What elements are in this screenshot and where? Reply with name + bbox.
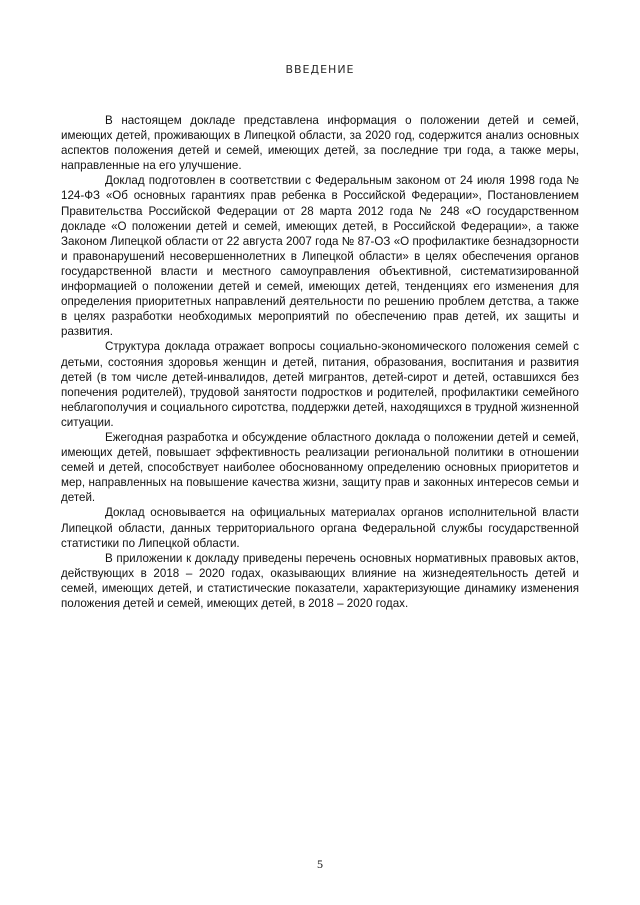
paragraph-4: Ежегодная разработка и обсуждение областного доклада о положении детей и семей, имеющих детей, повышает эффективность реализации региональной политики в отношении семей и детей, способствует наиболее обоснованному определению основных приоритетов и мер, направленных на повышение качества жизни, защиту прав и законных интересов семьи и детей. [61, 430, 579, 505]
paragraph-5: Доклад основывается на официальных материалах органов исполнительной власти Липецкой области, данных территориального органа Федеральной службы государственной статистики по Липецкой области. [61, 506, 579, 550]
paragraph-2: Доклад подготовлен в соответствии с Федеральным законом от 24 июля 1998 года № 124-ФЗ «Об основных гарантиях прав ребенка в Российской Федерации», Постановлением Правительства Российской Федерации от 28 марта 2012 года № 248 «О государственном докладе «О положении детей и семей, имеющих детей, в Российской Федерации», а также Законом Липецкой области от 22 августа 2007 года № 87-ОЗ «О профилактике безнадзорности и правонарушений несовершеннолетних в Липецкой области» в целях обеспечения органов государственной власти и местного самоуправления объективной, систематизированной информацией о положении детей и семей, имеющих детей, тенденциях его изменения для определения приоритетных направлений деятельности по решению проблем детства, а также в целях разработки необходимых мероприятий по обеспечению прав детей, их защиты и развития. [61, 174, 579, 339]
body-text [61, 113, 579, 611]
page-number: 5 [317, 857, 323, 871]
section-heading: ВВЕДЕНИЕ [285, 63, 355, 76]
paragraph-6: В приложении к докладу приведены перечень основных нормативных правовых актов, действующих в 2018 – 2020 годах, оказывающих влияние на жизнедеятельность детей и семей, имеющих детей, и статистические показатели, характеризующие динамику изменения положения детей и семей, имеющих детей, в 2018 – 2020 годах. [61, 551, 579, 610]
paragraph-1: В настоящем докладе представлена информация о положении детей и семей, имеющих детей, проживающих в Липецкой области, за 2020 год, содержится анализ основных аспектов положения детей и семей, имеющих детей, за последние три года, а также меры, направленные на его улучшение. [61, 114, 579, 173]
paragraph-3: Структура доклада отражает вопросы социально-экономического положения семей с детьми, состояния здоровья женщин и детей, питания, образования, воспитания и развития детей (в том числе детей-инвалидов, детей мигрантов, детей-сирот и детей, оставшихся без попечения родителей), трудовой занятости подростков и родителей, профилактики семейного неблагополучия и социального сиротства, поддержки детей, находящихся в трудной жизненной ситуации. [61, 340, 579, 429]
